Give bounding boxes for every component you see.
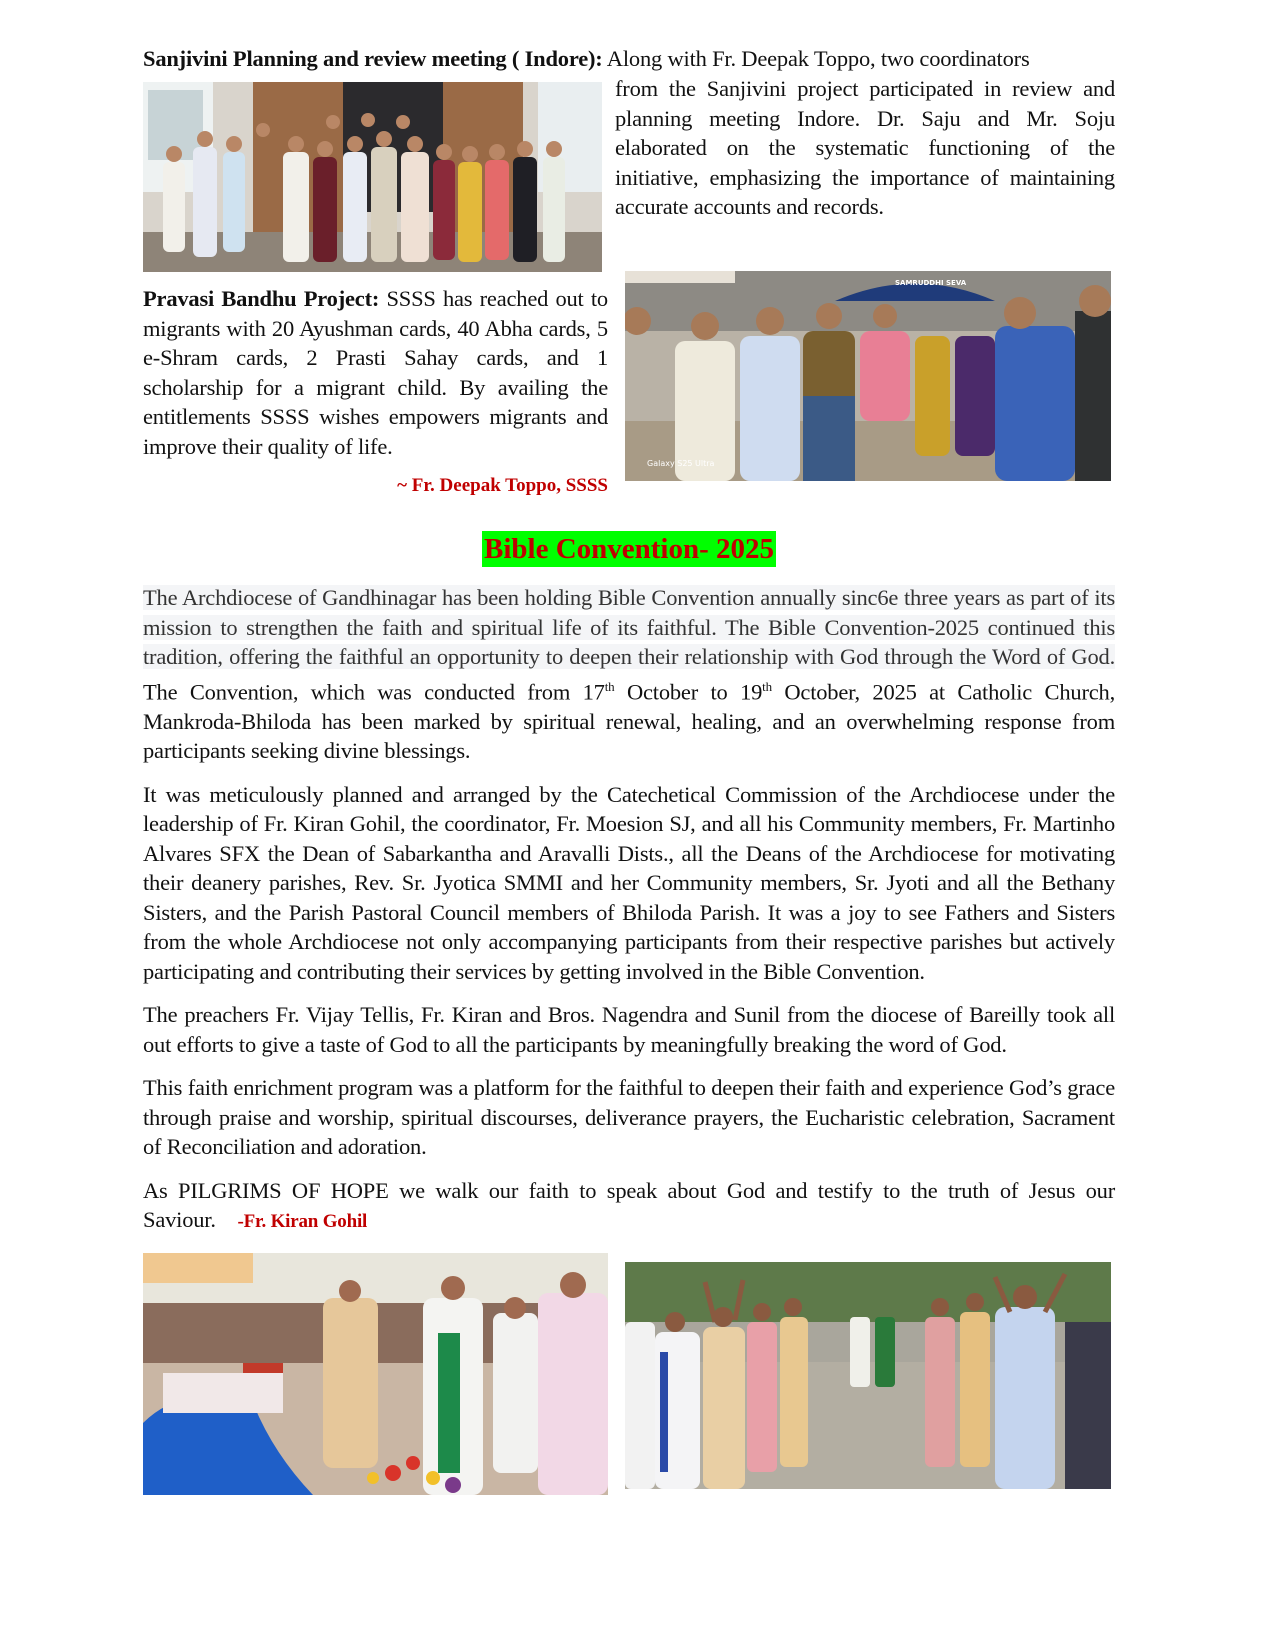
pravasi-migrants-photo [625,271,1111,481]
bible-body [143,583,1115,1237]
pravasi-text: SSSS has reached out to migrants with 20 Ayushman cards, 40 Abha cards, 5 e-Shram cards, 2 Prasti Sahay cards, and 1 scholarship for a migrant child. By availing the entitlements SSSS wishes empowers migrants and improve their quality of life. [143,286,608,459]
bible-p1-intro: The Archdiocese of Gandhinagar has been holding Bible Convention annually sinc6e three years as part of its mission to strengthen the faith and spiritual life of its faithful. The Bible Convention-2025 continued this tradition, offering the faithful an opportunity to deepen their relationship with God through the Word of God. [143,585,1115,669]
bible-paragraph-2: It was meticulously planned and arranged by the Catechetical Commission of the Archdiocese under the leadership of Fr. Kiran Gohil, the coordinator, Fr. Moesion SJ, and all his Community members, Fr. Martinho Alvares SFX the Dean of Sabarkantha and Aravalli Dists., all the Deans of the Archdiocese for motivating their deanery parishes, Rev. Sr. Jyotica SMMI and her Community members, Sr. Jyoti and all the Bethany Sisters, and the Parish Pastoral Council members of Bhiloda Parish. It was a joy to see Fathers and Sisters from the whole Archdiocese not only accompanying participants from their respective parishes but actively participating and contributing their services by getting involved in the Bible Convention. [143,781,1115,984]
bible-p1-sup2: th [762,678,772,694]
bible-p1-sup1: th [604,678,615,694]
bible-p5-text: As PILGRIMS OF HOPE we walk our faith to speak about God and testify to the truth of Jesus our Saviour. [143,1177,1115,1232]
sanjivini-text-line1: Along with Fr. Deepak Toppo, two coordinators [602,46,1030,71]
bible-paragraph-3: The preachers Fr. Vijay Tellis, Fr. Kiran and Bros. Nagendra and Sunil from the diocese of Bareilly took all out efforts to give a taste of God to all the participants by meaningfully breaking the word of God. [143,1002,1115,1057]
bible-worship-photo [625,1262,1111,1489]
bible-paragraph-4: This faith enrichment program was a platform for the faithful to deepen their faith and experience God’s grace through praise and worship, spiritual discourses, deliverance prayers, the Eucharistic celebration, Sacrament of Reconciliation and adoration. [143,1075,1115,1159]
photo-watermark: Galaxy S25 Ultra [647,459,715,468]
bible-convention-title: Bible Convention- 2025 [483,533,775,565]
umbrella-text: SAMRUDDHI SEVA [895,279,967,287]
bible-p1-c: October, 2025 at Catholic Church, Mankroda-Bhiloda has been marked by spiritual renewal, healing, and an overwhelming response from participants seeking divine blessings. [143,679,1115,763]
bible-p1-b: October to 19 [614,679,763,704]
bible-p1-a: The Convention, which was conducted from 17 [143,679,605,704]
bible-altar-photo [143,1253,608,1495]
sanjivini-section [143,44,1115,219]
sanjivini-text: from the Sanjivini project participated in review and planning meeting Indore. Dr. Saju and Mr. Soju elaborated on the systematic functioning of the initiative, emphasizing the importance of maintaining accurate accounts and records. [615,76,1115,219]
bible-paragraph-1 [143,583,1115,766]
pravasi-section [143,284,608,497]
bible-paragraph-5 [143,1176,1115,1237]
sanjivini-first-line [143,44,1115,74]
pravasi-credit: ~ Fr. Deepak Toppo, SSSS [397,475,608,496]
sanjivini-heading: Sanjivini Planning and review meeting ( Indore): [143,46,603,71]
bible-credit: -Fr. Kiran Gohil [237,1211,368,1232]
sanjivini-group-photo [143,82,602,272]
pravasi-heading: Pravasi Bandhu Project: [143,286,380,311]
pravasi-paragraph [143,284,608,461]
bible-title-wrap [143,531,1115,567]
